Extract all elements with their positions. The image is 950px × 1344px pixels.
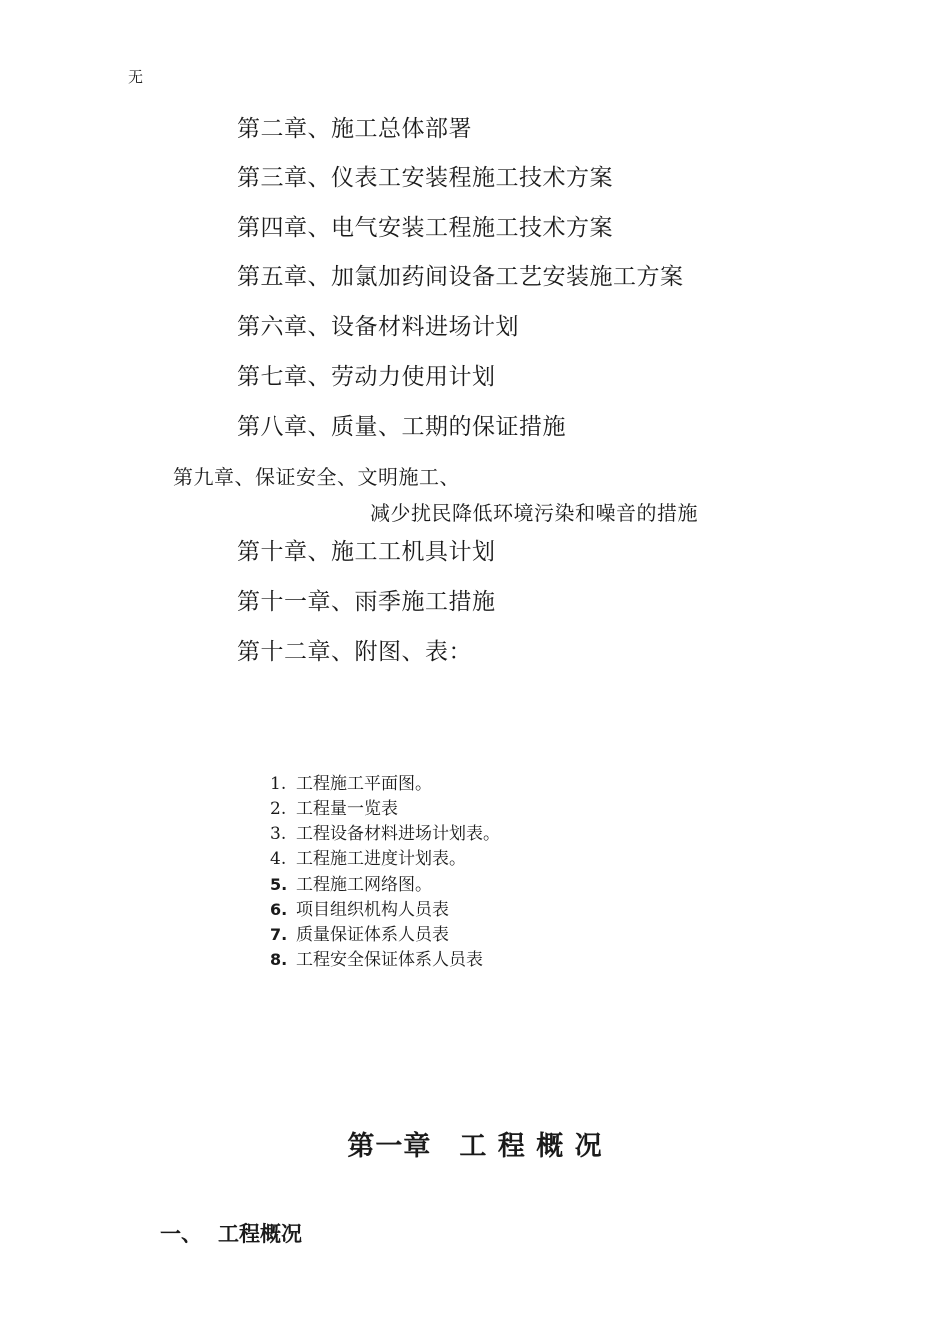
list-text: 质量保证体系人员表 (296, 925, 449, 945)
list-item (270, 772, 500, 797)
toc-chapter-6: 第六章、设备材料进场计划 (237, 314, 519, 340)
toc-chapter-8: 第八章、质量、工期的保证措施 (237, 414, 566, 440)
list-text: 工程安全保证体系人员表 (296, 950, 483, 970)
list-number: 2. (270, 799, 287, 819)
toc-chapter-4: 第四章、电气安装工程施工技术方案 (237, 215, 613, 241)
toc-chapter-11: 第十一章、雨季施工措施 (237, 589, 496, 615)
list-item (270, 847, 500, 872)
toc-chapter-9-line1: 第九章、保证安全、文明施工、 (173, 465, 460, 489)
chapter-1-label: 第一章 (347, 1131, 432, 1162)
list-text: 工程量一览表 (296, 799, 398, 819)
list-text: 项目组织机构人员表 (296, 900, 449, 920)
list-text: 工程施工进度计划表。 (296, 849, 466, 869)
section-1-title: 工程概况 (218, 1221, 302, 1246)
list-text: 工程施工平面图。 (296, 774, 432, 794)
chapter-1-heading (0, 1124, 950, 1163)
list-number: 3. (270, 824, 287, 844)
list-number: 8. (270, 950, 288, 969)
appendix-list (270, 772, 500, 972)
toc-chapter-3: 第三章、仪表工安装程施工技术方案 (237, 165, 613, 191)
toc-chapter-9-line2: 减少扰民降低环境污染和噪音的措施 (370, 501, 698, 525)
section-1-heading (160, 1218, 302, 1248)
list-number: 1. (270, 774, 287, 794)
list-item (270, 872, 500, 897)
toc-chapter-12: 第十二章、附图、表： (237, 639, 472, 665)
list-number: 7. (270, 925, 288, 944)
list-item (270, 897, 500, 922)
list-item (270, 822, 500, 847)
list-item (270, 947, 500, 972)
list-text: 工程设备材料进场计划表。 (296, 824, 500, 844)
toc-chapter-7: 第七章、劳动力使用计划 (237, 364, 496, 390)
header-mark: 无 (128, 68, 144, 86)
chapter-1-title: 工 程 概 况 (459, 1131, 603, 1162)
section-1-number: 一、 (160, 1221, 202, 1246)
list-text: 工程施工网络图。 (296, 875, 432, 895)
list-number: 5. (270, 875, 288, 894)
list-item (270, 797, 500, 822)
toc-chapter-10: 第十章、施工工机具计划 (237, 539, 496, 565)
toc-chapter-2: 第二章、施工总体部署 (237, 116, 472, 142)
list-number: 6. (270, 900, 288, 919)
list-number: 4. (270, 849, 287, 869)
list-item (270, 922, 500, 947)
toc-chapter-5: 第五章、加氯加药间设备工艺安装施工方案 (237, 264, 684, 290)
